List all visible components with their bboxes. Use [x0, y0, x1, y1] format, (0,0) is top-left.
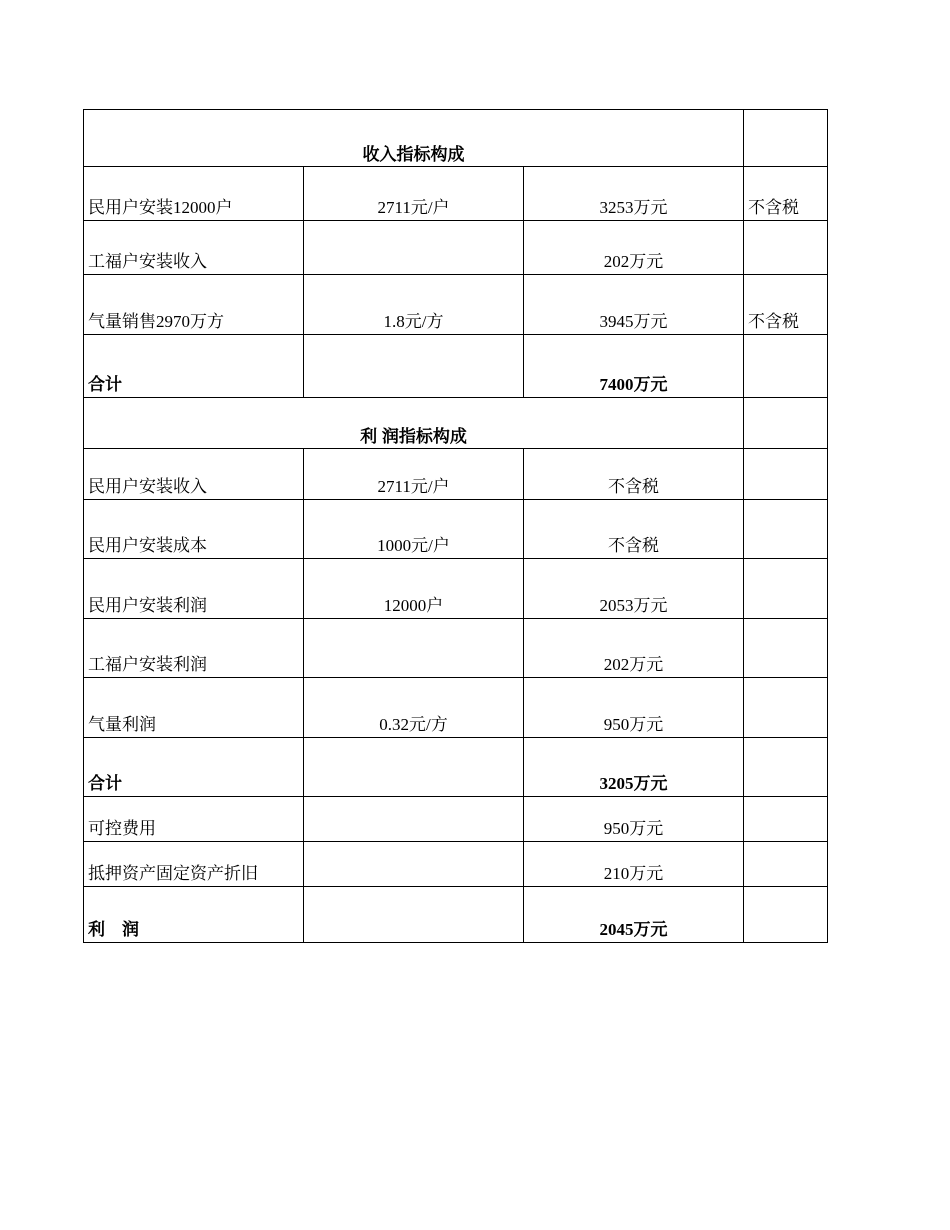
table-row: [84, 275, 828, 335]
net-profit-row: [84, 887, 828, 943]
note-cell: [744, 797, 828, 842]
amount-cell: 3945万元: [524, 275, 744, 335]
empty-cell: [744, 110, 828, 167]
amount-cell: 2053万元: [524, 559, 744, 619]
note-cell: [744, 678, 828, 738]
table-row: [84, 797, 828, 842]
amount-cell: 202万元: [524, 221, 744, 275]
empty-cell: [304, 335, 524, 398]
item-cell: 工福户安装收入: [84, 221, 304, 275]
table-row: [84, 167, 828, 221]
net-profit-amount: 2045万元: [524, 887, 744, 943]
item-cell: 可控费用: [84, 797, 304, 842]
unit-cell: 0.32元/方: [304, 678, 524, 738]
item-cell: 民用户安装利润: [84, 559, 304, 619]
unit-cell: [304, 842, 524, 887]
empty-cell: [744, 335, 828, 398]
note-cell: [744, 842, 828, 887]
item-cell: 民用户安装收入: [84, 449, 304, 500]
indicator-table: [83, 109, 828, 943]
amount-cell: 202万元: [524, 619, 744, 678]
amount-cell: 不含税: [524, 500, 744, 559]
net-profit-label: 利 润: [84, 887, 304, 943]
note-cell: [744, 449, 828, 500]
unit-cell: [304, 221, 524, 275]
item-cell: 气量销售2970万方: [84, 275, 304, 335]
unit-cell: 1000元/户: [304, 500, 524, 559]
note-cell: [744, 500, 828, 559]
item-cell: 民用户安装成本: [84, 500, 304, 559]
empty-cell: [744, 398, 828, 449]
table-row: [84, 619, 828, 678]
income-total-row: [84, 335, 828, 398]
table-row: [84, 500, 828, 559]
total-label: 合计: [84, 335, 304, 398]
unit-cell: 2711元/户: [304, 449, 524, 500]
income-header-row: [84, 110, 828, 167]
unit-cell: 12000户: [304, 559, 524, 619]
note-cell: [744, 559, 828, 619]
table-row: [84, 842, 828, 887]
unit-cell: [304, 797, 524, 842]
table-row: [84, 221, 828, 275]
empty-cell: [744, 887, 828, 943]
table-row: [84, 678, 828, 738]
note-cell: [744, 619, 828, 678]
note-cell: 不含税: [744, 275, 828, 335]
profit-header-row: [84, 398, 828, 449]
item-cell: 抵押资产固定资产折旧: [84, 842, 304, 887]
item-cell: 气量利润: [84, 678, 304, 738]
unit-cell: 1.8元/方: [304, 275, 524, 335]
profit-section-title: 利 润指标构成: [84, 398, 744, 449]
unit-cell: 2711元/户: [304, 167, 524, 221]
item-cell: 工福户安装利润: [84, 619, 304, 678]
total-label: 合计: [84, 738, 304, 797]
unit-cell: [304, 619, 524, 678]
table-row: [84, 449, 828, 500]
profit-total-row: [84, 738, 828, 797]
amount-cell: 210万元: [524, 842, 744, 887]
total-amount: 7400万元: [524, 335, 744, 398]
table-row: [84, 559, 828, 619]
amount-cell: 不含税: [524, 449, 744, 500]
amount-cell: 950万元: [524, 678, 744, 738]
amount-cell: 950万元: [524, 797, 744, 842]
empty-cell: [744, 738, 828, 797]
empty-cell: [304, 738, 524, 797]
note-cell: 不含税: [744, 167, 828, 221]
item-cell: 民用户安装12000户: [84, 167, 304, 221]
total-amount: 3205万元: [524, 738, 744, 797]
empty-cell: [304, 887, 524, 943]
note-cell: [744, 221, 828, 275]
amount-cell: 3253万元: [524, 167, 744, 221]
income-section-title: 收入指标构成: [84, 110, 744, 167]
